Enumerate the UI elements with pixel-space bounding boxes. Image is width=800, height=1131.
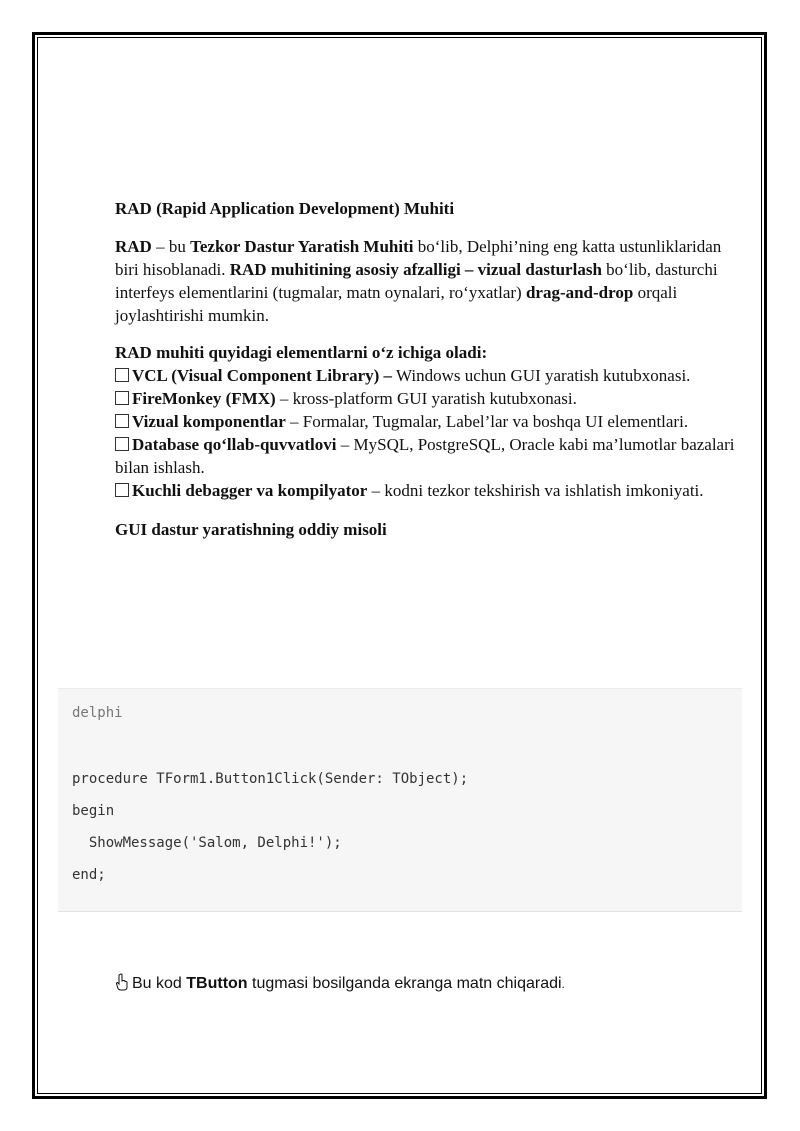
list-item <box>115 387 745 410</box>
list-item <box>115 410 745 433</box>
bullet-box-icon <box>115 483 129 497</box>
intro-bold-2: Tezkor Dastur Yaratish Muhiti <box>190 237 414 256</box>
list-item-text: – Formalar, Tugmalar, Label’lar va boshqa UI elementlari. <box>285 412 689 431</box>
note-line <box>115 973 565 993</box>
bullet-box-icon <box>115 437 129 451</box>
list-item-bold: VCL (Visual Component Library) – <box>132 366 393 385</box>
list-heading: RAD muhiti quyidagi elementlarni o‘z ichiga oladi: <box>115 343 488 362</box>
page-border <box>32 32 767 1099</box>
bullet-box-icon <box>115 414 129 428</box>
example-heading: GUI dastur yaratishning oddiy misoli <box>115 520 387 539</box>
intro-bold-4: drag-and-drop <box>525 283 634 302</box>
intro-text-1: – bu <box>151 237 191 256</box>
bullet-box-icon <box>115 391 129 405</box>
list-item <box>115 479 745 502</box>
list-item <box>115 433 745 479</box>
list-item-bold: Vizual komponentlar <box>132 412 286 431</box>
section-heading: RAD (Rapid Application Development) Muhiti <box>115 199 455 218</box>
pointing-hand-icon <box>115 973 129 991</box>
note-text-3: . <box>561 977 565 991</box>
code-text: procedure TForm1.Button1Click(Sender: TObject); begin ShowMessage('Salom, Delphi!'); end; <box>72 771 469 883</box>
note-text-1: Bu kod <box>132 975 187 992</box>
intro-text-3: bo‘lib, dasturchi interfeys elementlarini (tugmalar, matn oynalari, ro‘yxatlar) <box>115 260 718 302</box>
feature-list <box>115 364 745 502</box>
list-item-bold: Database qo‘llab-quvvatlovi <box>132 435 337 454</box>
note-bold: TButton <box>186 975 248 992</box>
list-item-text: – kross-platform GUI yaratish kutubxonasi. <box>275 389 577 408</box>
bullet-box-icon <box>115 368 129 382</box>
list-item-bold: Kuchli debagger va kompilyator <box>132 481 368 500</box>
intro-text-4: orqali joylashtirishi mumkin. <box>115 283 678 325</box>
list-item-text: – kodni tezkor tekshirish va ishlatish imkoniyati. <box>367 481 704 500</box>
list-item <box>115 364 745 387</box>
note-text-2: tugmasi bosilganda ekranga matn chiqaradi <box>247 975 562 992</box>
intro-bold-3: RAD muhitining asosiy afzalligi – vizual dasturlash <box>229 260 602 279</box>
code-block <box>58 688 742 912</box>
list-item-text: Windows uchun GUI yaratish kutubxonasi. <box>392 366 691 385</box>
list-item-text: – MySQL, PostgreSQL, Oracle kabi ma’lumotlar bazalari bilan ishlash. <box>115 435 735 477</box>
intro-paragraph <box>115 235 745 327</box>
intro-text-2: bo‘lib, Delphi’ning eng katta ustunliklaridan biri hisoblanadi. <box>115 237 722 279</box>
code-language-label: delphi <box>72 705 123 721</box>
intro-bold-1: RAD <box>115 237 152 256</box>
list-item-bold: FireMonkey (FMX) <box>132 389 276 408</box>
document-body <box>115 197 745 556</box>
